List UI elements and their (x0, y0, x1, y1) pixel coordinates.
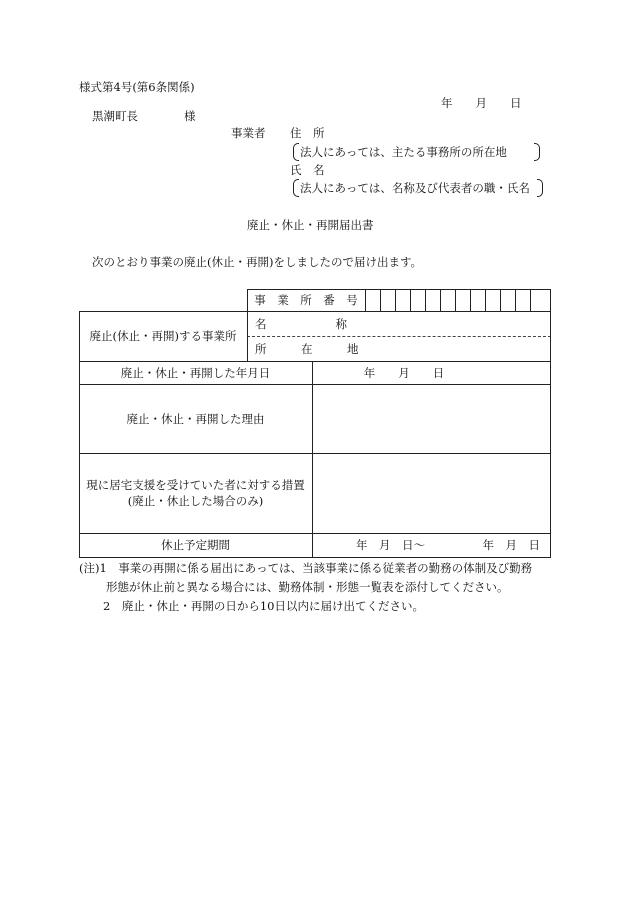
reason-label: 廃止・休止・再開した理由 (126, 411, 265, 426)
address-label: 住 所 (290, 126, 325, 140)
addressee: 黒潮町長 様 (92, 109, 196, 123)
digit-box-divider (380, 289, 381, 312)
office-label: 廃止(休止・再開)する事業所 (89, 329, 237, 343)
digit-box-divider (365, 289, 366, 312)
form-number: 様式第4号(第6条関係) (79, 80, 195, 94)
name-note: 法人にあっては、名称及び代表者の職・氏名 (300, 181, 530, 195)
intro-text: 次のとおり事業の廃止(休止・再開)をしましたので届け出ます。 (92, 255, 423, 269)
measures-label-line1: 現に居宅支援を受けていた者に対する措置 (86, 478, 305, 492)
name-note-left-bracket (293, 179, 299, 197)
note-line-2: 形態が休止前と異なる場合には、勤務体制・形態一覧表を添付してください。 (106, 580, 509, 594)
table-bottom-border (79, 557, 551, 558)
digit-box-divider (470, 289, 471, 312)
address-note: 法人にあっては、主たる事務所の所在地 (300, 145, 507, 159)
date-row-label: 廃止・休止・再開した年月日 (120, 365, 271, 380)
digit-box-divider (515, 289, 516, 312)
note-line-1: (注)1 事業の再開に係る届出にあっては、当該事業に係る従業者の勤務の体制及び勤務 (79, 561, 533, 575)
measures-label (79, 453, 312, 533)
table-right-border (550, 289, 551, 558)
name-note-right-bracket (537, 179, 543, 197)
office-name-label: 名 称 (255, 316, 347, 331)
document-title: 廃止・休止・再開届出書 (247, 218, 374, 232)
reason-field[interactable] (312, 384, 550, 453)
note-line-3: 2 廃止・休止・再開の日から10日以内に届け出てください。 (103, 599, 424, 613)
digit-box-divider (530, 289, 531, 312)
digit-box-divider (425, 289, 426, 312)
office-location-label: 所 在 地 (255, 341, 359, 356)
digit-box-divider (410, 289, 411, 312)
measures-label-line2: (廃止・休止した場合のみ) (127, 494, 264, 508)
office-number-label: 事 業 所 番 号 (254, 293, 358, 307)
submission-date: 年 月 日 (441, 96, 522, 110)
address-note-left-bracket (293, 143, 299, 161)
digit-box-divider (455, 289, 456, 312)
name-label: 氏 名 (290, 163, 325, 177)
digit-box-divider (485, 289, 486, 312)
applicant-label: 事業者 (231, 126, 266, 140)
digit-box-divider (440, 289, 441, 312)
suspension-period-value: 年 月 日〜 年 月 日 (356, 538, 540, 552)
digit-box-divider (395, 289, 396, 312)
notification-table (79, 289, 551, 558)
address-note-right-bracket (534, 143, 540, 161)
date-row-value: 年 月 日 (363, 365, 445, 380)
measures-field[interactable] (312, 453, 550, 533)
suspension-period-label: 休止予定期間 (161, 538, 230, 552)
digit-box-divider (500, 289, 501, 312)
